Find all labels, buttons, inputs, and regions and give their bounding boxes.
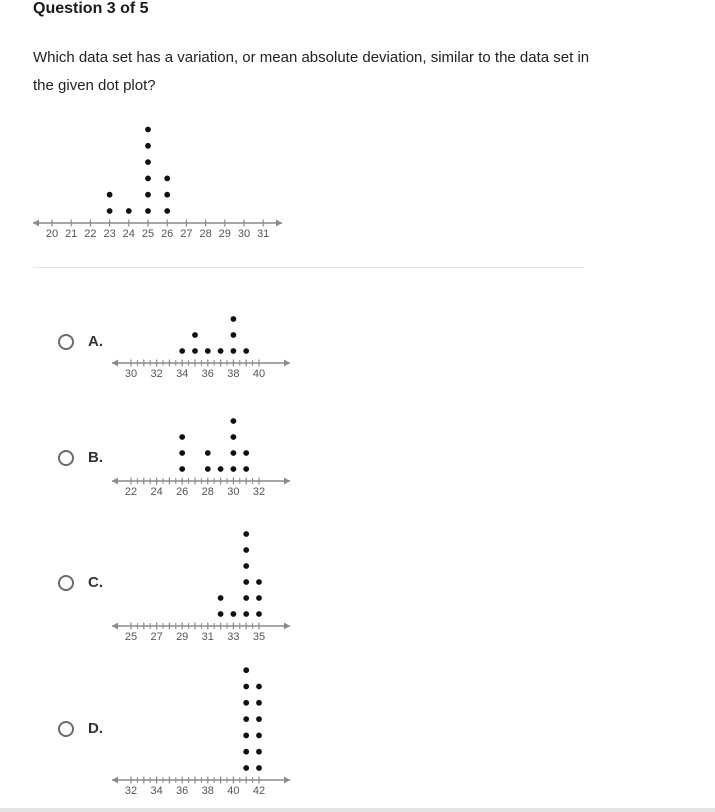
given-dot-plot — [30, 120, 290, 245]
axis-tick-label: 32 — [124, 785, 138, 797]
data-dot — [231, 332, 237, 338]
data-dot — [256, 749, 262, 755]
data-dot — [231, 466, 237, 472]
data-dot — [192, 348, 198, 354]
axis-tick-label: 29 — [176, 631, 189, 643]
axis-arrow-right-icon — [284, 777, 290, 784]
axis-tick-label: 30 — [124, 368, 138, 380]
option-d-dot-plot[interactable] — [110, 660, 300, 800]
data-dot — [256, 611, 262, 617]
axis-arrow-right-icon — [284, 478, 290, 485]
axis-tick-label: 38 — [201, 785, 214, 797]
data-dot — [243, 716, 249, 722]
data-dot — [179, 348, 185, 354]
data-dot — [243, 531, 249, 537]
axis-tick-label: 26 — [161, 228, 174, 240]
question-text: Which data set has a variation, or mean absolute deviation, similar to the data set in the given dot plot? — [33, 49, 590, 94]
data-dot — [145, 127, 151, 133]
data-dot — [218, 611, 224, 617]
axis-tick-label: 27 — [150, 631, 163, 643]
data-dot — [179, 450, 185, 456]
data-dot — [243, 579, 249, 585]
option-a-radio[interactable] — [58, 334, 74, 350]
axis-arrow-left-icon — [112, 360, 118, 367]
axis-tick-label: 30 — [227, 486, 240, 498]
axis-tick-label: 33 — [227, 631, 240, 643]
option-a-letter: A. — [88, 333, 103, 350]
axis-arrow-left-icon — [112, 623, 118, 630]
data-dot — [107, 192, 113, 198]
option-c-letter: C. — [88, 574, 103, 591]
data-dot — [126, 208, 132, 214]
data-dot — [205, 348, 211, 354]
axis-tick-label: 25 — [141, 228, 155, 240]
axis-tick-label: 31 — [257, 228, 270, 240]
data-dot — [164, 208, 170, 214]
data-dot — [256, 716, 262, 722]
data-dot — [218, 595, 224, 601]
axis-tick-label: 29 — [218, 228, 231, 240]
data-dot — [218, 466, 224, 472]
bottom-bar — [0, 808, 715, 812]
data-dot — [243, 700, 249, 706]
axis-tick-label: 34 — [150, 785, 163, 797]
data-dot — [256, 765, 262, 771]
data-dot — [218, 348, 224, 354]
data-dot — [243, 595, 249, 601]
axis-tick-label: 22 — [124, 486, 138, 498]
axis-tick-label: 32 — [252, 486, 266, 498]
axis-tick-label: 21 — [65, 228, 78, 240]
axis-arrow-right-icon — [276, 220, 282, 227]
data-dot — [243, 667, 249, 673]
data-dot — [205, 450, 211, 456]
data-dot — [256, 684, 262, 690]
data-dot — [145, 208, 151, 214]
data-dot — [243, 466, 249, 472]
data-dot — [256, 700, 262, 706]
data-dot — [231, 418, 237, 424]
data-dot — [164, 176, 170, 182]
divider — [33, 267, 584, 268]
data-dot — [145, 192, 151, 198]
axis-tick-label: 36 — [201, 368, 214, 380]
axis-arrow-right-icon — [284, 360, 290, 367]
data-dot — [231, 316, 237, 322]
data-dot — [256, 733, 262, 739]
axis-arrow-right-icon — [284, 623, 290, 630]
axis-tick-label: 28 — [201, 486, 214, 498]
data-dot — [164, 192, 170, 198]
axis-tick-label: 38 — [227, 368, 240, 380]
axis-tick-label: 35 — [252, 631, 266, 643]
option-b-letter: B. — [88, 449, 103, 466]
data-dot — [231, 348, 237, 354]
axis-tick-label: 24 — [150, 486, 163, 498]
data-dot — [243, 450, 249, 456]
data-dot — [231, 434, 237, 440]
axis-tick-label: 32 — [150, 368, 163, 380]
data-dot — [243, 684, 249, 690]
axis-arrow-left-icon — [112, 777, 118, 784]
axis-tick-label: 26 — [176, 486, 189, 498]
axis-tick-label: 25 — [124, 631, 138, 643]
data-dot — [145, 159, 151, 165]
option-b-radio[interactable] — [58, 450, 74, 466]
axis-tick-label: 40 — [252, 368, 266, 380]
data-dot — [231, 611, 237, 617]
data-dot — [231, 450, 237, 456]
data-dot — [205, 466, 211, 472]
option-c-dot-plot[interactable] — [110, 520, 300, 645]
axis-tick-label: 22 — [84, 228, 97, 240]
axis-tick-label: 24 — [122, 228, 135, 240]
data-dot — [256, 595, 262, 601]
question-header: Question 3 of 5 — [33, 0, 149, 17]
data-dot — [145, 143, 151, 149]
option-d-letter: D. — [88, 720, 103, 737]
axis-arrow-left-icon — [33, 220, 39, 227]
axis-tick-label: 28 — [199, 228, 212, 240]
axis-tick-label: 31 — [201, 631, 214, 643]
option-c-radio[interactable] — [58, 575, 74, 591]
data-dot — [179, 466, 185, 472]
axis-tick-label: 27 — [180, 228, 193, 240]
option-a-dot-plot[interactable] — [110, 305, 300, 385]
option-d-radio[interactable] — [58, 721, 74, 737]
data-dot — [243, 348, 249, 354]
axis-tick-label: 42 — [252, 785, 266, 797]
option-b-dot-plot[interactable] — [110, 422, 300, 502]
data-dot — [192, 332, 198, 338]
data-dot — [179, 434, 185, 440]
data-dot — [243, 733, 249, 739]
data-dot — [243, 765, 249, 771]
data-dot — [243, 749, 249, 755]
data-dot — [243, 611, 249, 617]
axis-tick-label: 34 — [176, 368, 189, 380]
axis-tick-label: 40 — [227, 785, 240, 797]
data-dot — [145, 176, 151, 182]
axis-tick-label: 30 — [237, 228, 251, 240]
data-dot — [256, 579, 262, 585]
data-dot — [243, 563, 249, 569]
axis-arrow-left-icon — [112, 478, 118, 485]
axis-tick-label: 36 — [176, 785, 189, 797]
data-dot — [243, 547, 249, 553]
axis-tick-label: 23 — [103, 228, 116, 240]
axis-tick-label: 20 — [45, 228, 59, 240]
data-dot — [107, 208, 113, 214]
